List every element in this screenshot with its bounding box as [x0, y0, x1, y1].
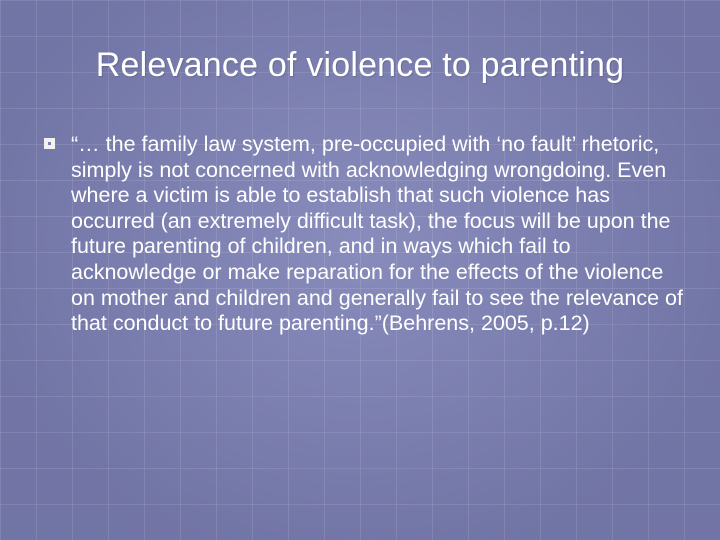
bullet-text: “… the family law system, pre-occupied with ‘no fault’ rhetoric, simply is not concerned with acknowledging wrongdoing. Even where a victim is able to establish that such violence has occurred (an extremely difficult task), the focus will be upon the future parenting of children, and in ways which fail to acknowledge or make reparation for the effects of the violence on mother and children and generally fail to see the relevance of that conduct to future parenting.”(Behrens, 2005, p.12)	[71, 132, 683, 336]
bullet-item-quote	[44, 132, 684, 337]
slide-title: Relevance of violence to parenting	[95, 46, 625, 84]
square-bullet-icon	[44, 138, 55, 149]
bullet-list	[44, 132, 684, 337]
